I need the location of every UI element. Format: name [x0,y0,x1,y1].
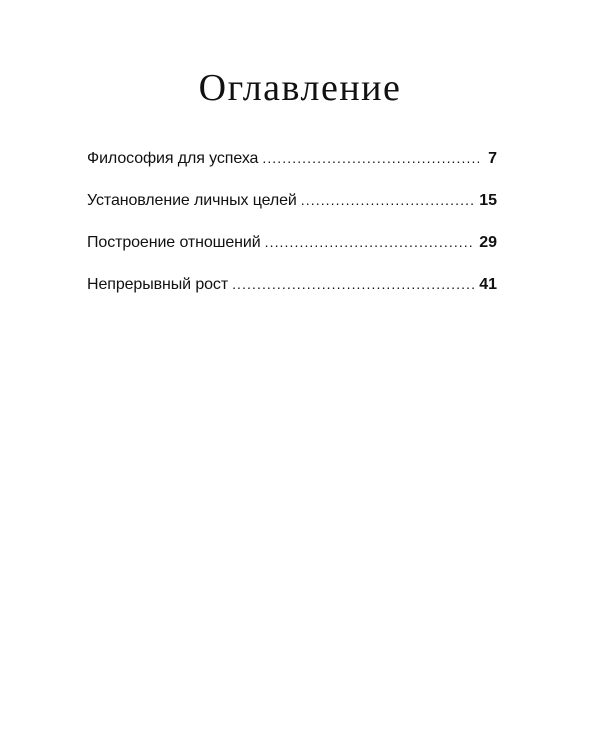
toc-dot-leader [262,150,479,166]
toc-entry-label: Непрерывный рост [87,276,229,293]
table-of-contents [87,150,497,318]
toc-entry-page-number: 15 [479,192,497,209]
toc-entry [87,234,497,276]
toc-entry-label: Построение отношений [87,234,261,251]
toc-dot-leader [232,276,475,292]
toc-entry-page-number: 7 [488,150,497,167]
toc-entry [87,192,497,234]
toc-entry [87,150,497,192]
toc-entry-label: Установление личных целей [87,192,297,209]
toc-dot-leader [265,234,476,250]
page-title: Оглавление [198,67,402,109]
toc-dot-leader [301,192,475,208]
toc-entry-page-number: 41 [479,276,497,293]
toc-entry-label: Философия для успеха [87,150,259,167]
toc-entry [87,276,497,318]
toc-entry-page-number: 29 [479,234,497,251]
